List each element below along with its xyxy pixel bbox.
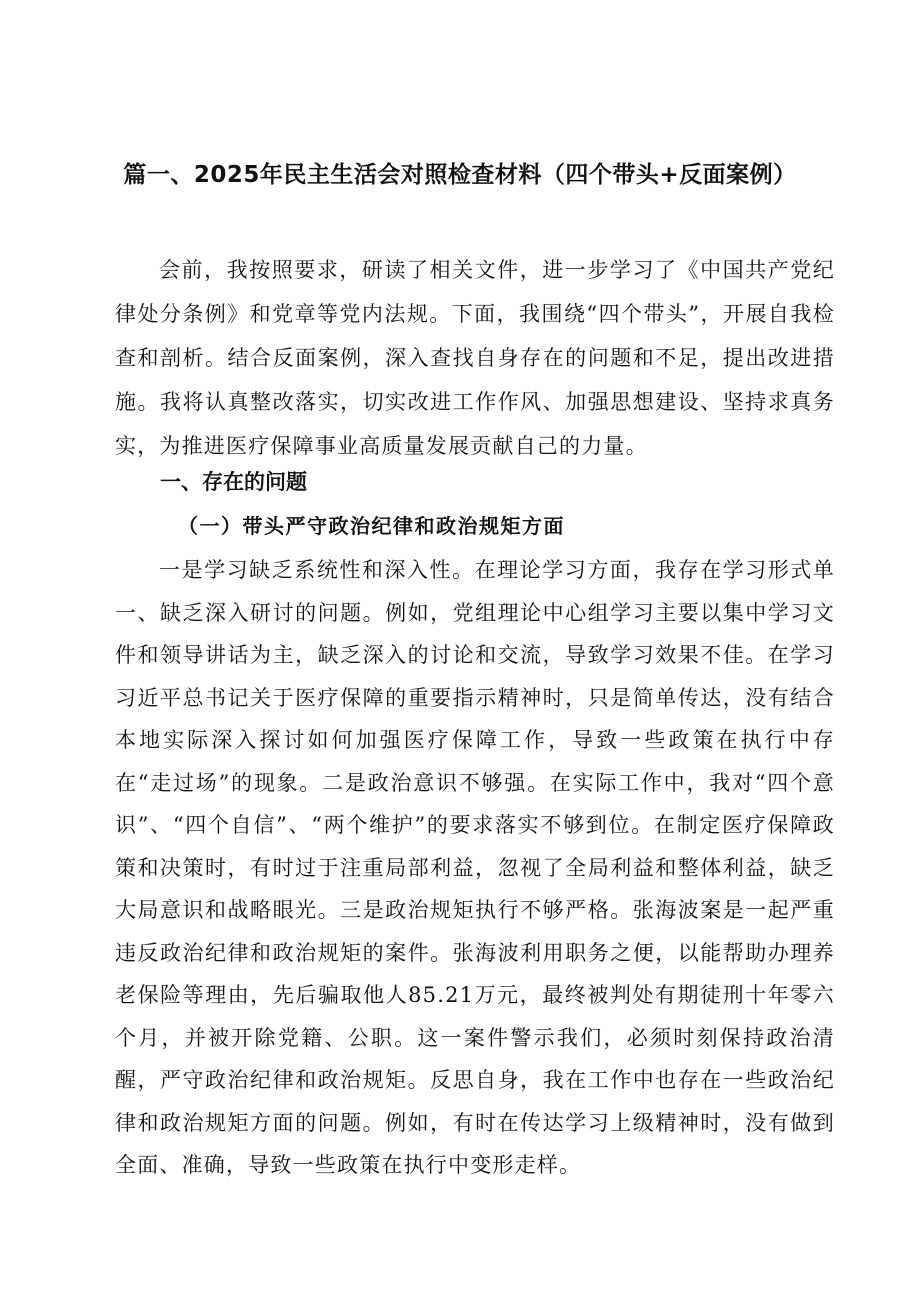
body-paragraph: 一是学习缺乏系统性和深入性。在理论学习方面，我存在学习形式单一、缺乏深入研讨的问题。例如，党组理论中心组学习主要以集中学习文件和领导讲话为主，缺乏深入的讨论和交流，导致学习效果不佳。在学习习近平总书记关于医疗保障的重要指示精神时，只是简单传达，没有结合本地实际深入探讨如何加强医疗保障工作，导致一些政策在执行中存在“走过场”的现象。二是政治意识不够强。在实际工作中，我对“四个意识”、“四个自信”、“两个维护”的要求落实不够到位。在制定医疗保障政策和决策时，有时过于注重局部利益，忽视了全局利益和整体利益，缺乏大局意识和战略眼光。三是政治规矩执行不够严格。张海波案是一起严重违反政治纪律和政治规矩的案件。张海波利用职务之便，以能帮助办理养老保险等理由，先后骗取他人85.21万元，最终被判处有期徒刑十年零六个月，并被开除党籍、公职。这一案件警示我们，必须时刻保持政治清醒，严守政治纪律和政治规矩。反思自身，我在工作中也存在一些政治纪律和政治规矩方面的问题。例如，有时在传达学习上级精神时，没有做到全面、准确，导致一些政策在执行中变形走样。 [115,558,835,1177]
subsection-heading: （一）带头严守政治纪律和政治规矩方面 [178,514,565,538]
intro-paragraph: 会前，我按照要求，研读了相关文件，进一步学习了《中国共产党纪律处分条例》和党章等党内法规。下面，我围绕“四个带头”，开展自我检查和剖析。结合反面案例，深入查找自身存在的问题和不足，提出改进措施。我将认真整改落实，切实改进工作作风、加强思想建设、坚持求真务实，为推进医疗保障事业高质量发展贡献自己的力量。 [115,258,835,458]
document-title: 篇一、2025年民主生活会对照检查材料（四个带头+反面案例） [123,162,797,188]
section-heading: 一、存在的问题 [160,470,307,494]
